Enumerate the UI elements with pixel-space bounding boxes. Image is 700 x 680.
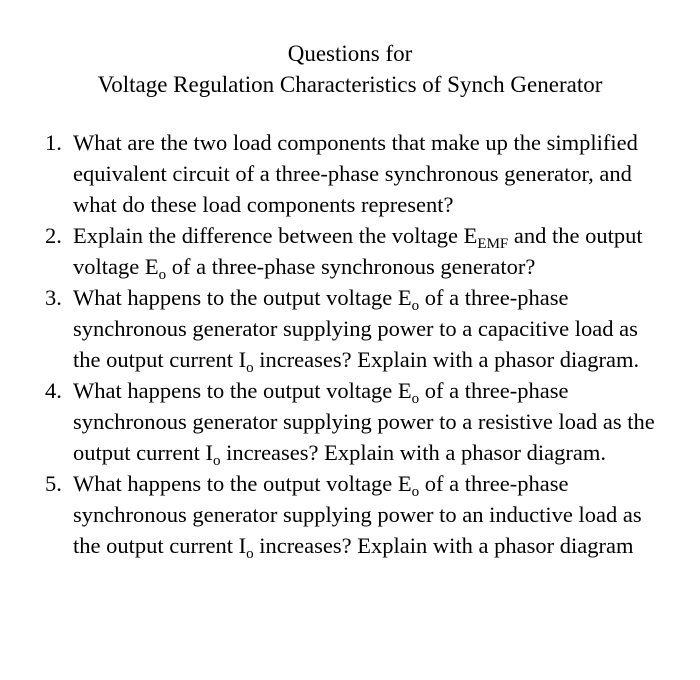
title-line-1: Questions for [287, 41, 413, 66]
question-text-part: of a three-phase synchronous generator supplying power to a resistive load as the output current I [73, 378, 655, 465]
question-text-part: of a three-phase synchronous generator supplying power to an inductive load as the output current I [73, 471, 642, 558]
subscript: o [246, 360, 254, 376]
question-text-part: What happens to the output voltage E [73, 378, 412, 403]
question-text-part: What happens to the output voltage E [73, 285, 412, 310]
question-text: What are the two load components that make up the simplified equivalent circuit of a three-phase synchronous generator, and what do these load components represent? [73, 130, 638, 217]
question-text-part: Explain the difference between the voltage E [73, 223, 478, 248]
subscript: o [411, 391, 420, 407]
subscript: o [411, 298, 420, 314]
question-text-part: of a three-phase synchronous generator? [166, 254, 536, 279]
question-list [45, 127, 665, 561]
question-number: 4. [45, 378, 62, 403]
subscript: EMF [477, 236, 509, 252]
question-number: 5. [45, 471, 62, 496]
question-text-part: of a three-phase synchronous generator supplying power to a capacitive load as the output current I [73, 285, 638, 372]
question-text-part: and the output voltage E [73, 223, 643, 279]
subscript: o [212, 453, 221, 469]
subscript: o [246, 546, 254, 562]
question-text-part: What happens to the output voltage E [73, 471, 412, 496]
question-number: 1. [45, 130, 62, 155]
title-line-2: Voltage Regulation Characteristics of Synch Generator [97, 72, 603, 97]
question-1 [45, 127, 665, 220]
question-3 [45, 282, 665, 375]
question-5 [45, 468, 665, 561]
subscript: o [411, 484, 420, 500]
question-number: 2. [45, 223, 62, 248]
page-title [0, 38, 700, 100]
question-text-part: increases? Explain with a phasor diagram. [220, 440, 606, 465]
question-4 [45, 375, 665, 468]
question-text-part: increases? Explain with a phasor diagram [253, 533, 634, 558]
question-number: 3. [45, 285, 62, 310]
subscript: o [158, 267, 167, 283]
question-2 [45, 220, 665, 282]
question-text-part: increases? Explain with a phasor diagram. [253, 347, 640, 372]
